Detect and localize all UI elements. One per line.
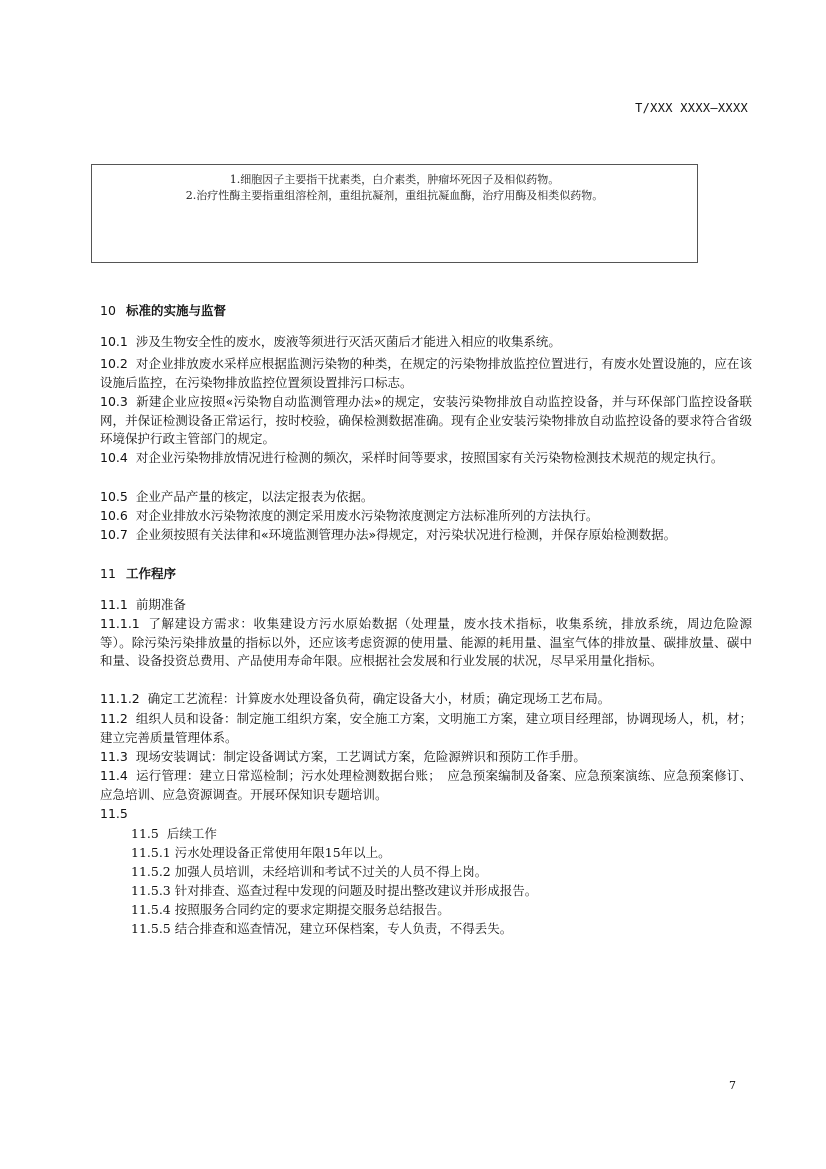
- clause-10-7: [100, 526, 752, 545]
- clause-text: 运行管理：建立日常巡检制；污水处理检测数据台账； 应急预案编制及备案、应急预案演练、应急预案修订、应急培训、应急资源调查。开展环保知识专题培训。: [100, 768, 752, 802]
- clause-11-3: [100, 748, 752, 767]
- subclause-11-5: [131, 825, 751, 844]
- clause-number: 11.5.1: [131, 845, 171, 860]
- clause-10-2: [100, 355, 752, 392]
- clause-number: 11.5.5: [131, 921, 171, 936]
- clause-number: 10.6: [100, 508, 128, 523]
- section-title: 标准的实施与监督: [126, 303, 227, 318]
- clause-number: 10.4: [100, 450, 128, 465]
- clause-number: 10.1: [100, 334, 128, 349]
- clause-10-6: [100, 507, 752, 526]
- clause-text: 加强人员培训，未经培训和考试不过关的人员不得上岗。: [174, 864, 488, 879]
- clause-text: 企业产品产量的核定，以法定报表为依据。: [135, 489, 374, 504]
- section-number: 11: [100, 566, 116, 581]
- clause-number: 11.5.4: [131, 902, 171, 917]
- clause-number: 10.5: [100, 489, 128, 504]
- clause-11-1-1: [100, 615, 752, 671]
- clause-text: 针对排查、巡查过程中发现的问题及时提出整改建议并形成报告。: [174, 883, 538, 898]
- subclause-11-5-5: [131, 920, 751, 939]
- section-number: 10: [100, 303, 116, 318]
- clause-10-5: [100, 488, 752, 507]
- document-code: T/XXX XXXX—XXXX: [635, 101, 748, 115]
- clause-text: 污水处理设备正常使用年限15年以上。: [174, 845, 391, 860]
- clause-number: 11.2: [100, 711, 128, 726]
- clause-number: 11.1: [100, 597, 128, 612]
- clause-text: 前期准备: [135, 597, 186, 612]
- clause-number: 10.7: [100, 527, 128, 542]
- subclause-11-5-1: [131, 844, 751, 863]
- clause-number: 11.5: [131, 826, 159, 841]
- clause-text: 对企业污染物排放情况进行检测的频次，采样时间等要求，按照国家有关污染物检测技术规范的规定执行。: [135, 450, 724, 465]
- clause-11-2: [100, 710, 752, 747]
- clause-number: 10.3: [100, 394, 128, 409]
- clause-text: 组织人员和设备：制定施工组织方案，安全施工方案，文明施工方案，建立项目经理部，协调现场人，机，材；建立完善质量管理体系。: [100, 711, 752, 745]
- subclause-11-5-3: [131, 882, 751, 901]
- clause-text: 确定工艺流程：计算废水处理设备负荷，确定设备大小，材质；确定现场工艺布局。: [147, 691, 611, 706]
- clause-text: 对企业排放废水采样应根据监测污染物的种类，在规定的污染物排放监控位置进行，有废水处置设施的，应在该设施后监控，在污染物排放监控位置须设置排污口标志。: [100, 356, 752, 390]
- clause-text: 按照服务合同约定的要求定期提交服务总结报告。: [174, 902, 450, 917]
- clause-number: 11.4: [100, 768, 128, 783]
- clause-10-1: [100, 333, 752, 352]
- clause-11-1: [100, 596, 752, 615]
- clause-number: 11.5.3: [131, 883, 171, 898]
- note-line: 1.细胞因子主要指干扰素类，白介素类，肿瘤坏死因子及相似药物。: [229, 173, 560, 186]
- subclause-11-5-4: [131, 901, 751, 920]
- clause-11-1-2: [100, 690, 752, 709]
- clause-number: 10.2: [100, 356, 128, 371]
- page-number: 7: [729, 1079, 736, 1092]
- clause-number: 11.5: [100, 806, 128, 821]
- clause-text: 结合排查和巡查情况，建立环保档案，专人负责，不得丢失。: [174, 921, 513, 936]
- section-10-heading: [100, 301, 226, 319]
- section-11-heading: [100, 564, 176, 582]
- clause-number: 11.5.2: [131, 864, 171, 879]
- clause-text: 涉及生物安全性的废水，废液等须进行灭活灭菌后才能进入相应的收集系统。: [135, 334, 561, 349]
- note-line: 2.治疗性酶主要指重组溶栓剂，重组抗凝剂，重组抗凝血酶，治疗用酶及相类似药物。: [185, 189, 604, 202]
- clause-text: 后续工作: [166, 826, 217, 841]
- clause-text: 新建企业应按照«污染物自动监测管理办法»的规定，安装污染物排放自动监控设备，并与环保部门监控设备联网，并保证检测设备正常运行，按时校验，确保检测数据准确。现有企业安装污染物排放自动监控设备的要求符合省级环境保护行政主管部门的规定。: [100, 394, 752, 446]
- clause-text: 了解建设方需求：收集建设方污水原始数据（处理量，废水技术指标，收集系统，排放系统，周边危险源等）。除污染污染排放量的指标以外，还应该考虑资源的使用量、能源的耗用量、温室气体的排放量、碳排放量、碳中和量、设备投资总费用、产品使用寿命年限。应根据社会发展和行业发展的状况，尽早采用量化指标。: [100, 616, 752, 668]
- note-box: [91, 164, 698, 263]
- clause-text: 对企业排放水污染物浓度的测定采用废水污染物浓度测定方法标准所列的方法执行。: [135, 508, 599, 523]
- clause-text: 企业须按照有关法律和«环境监测管理办法»得规定，对污染状况进行检测，并保存原始检测数据。: [135, 527, 677, 542]
- clause-text: 现场安装调试：制定设备调试方案，工艺调试方案，危险源辨识和预防工作手册。: [135, 749, 586, 764]
- clause-number: 11.1.1: [100, 616, 140, 631]
- clause-number: 11.1.2: [100, 691, 140, 706]
- section-title: 工作程序: [126, 566, 177, 581]
- clause-10-3: [100, 393, 752, 449]
- clause-10-4: [100, 449, 752, 468]
- subclause-11-5-2: [131, 863, 751, 882]
- clause-number: 11.3: [100, 749, 128, 764]
- clause-11-4: [100, 767, 752, 804]
- clause-11-5: [100, 805, 752, 824]
